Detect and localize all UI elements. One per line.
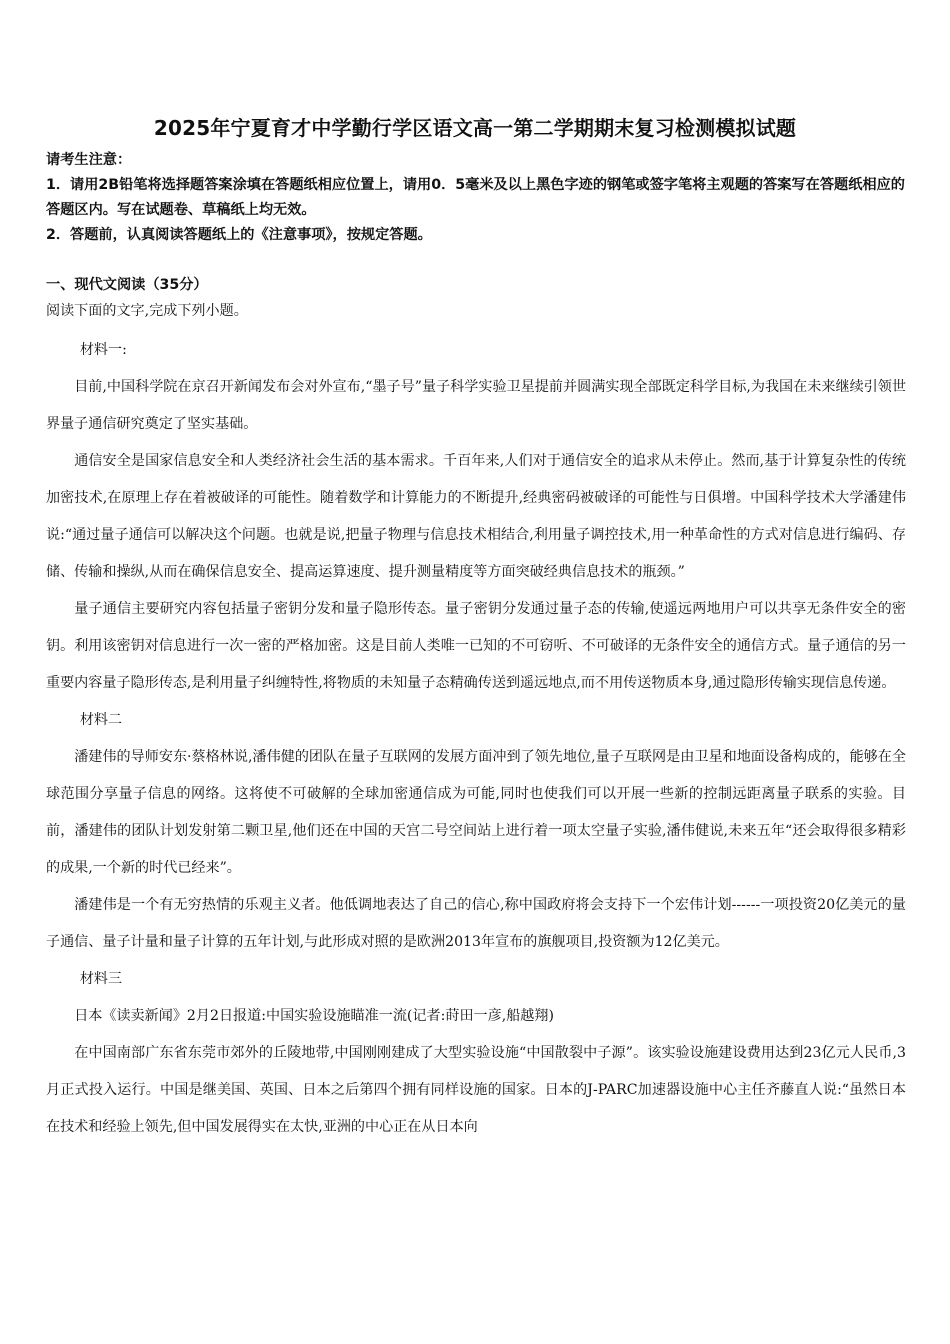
notice-item: 2．答题前，认真阅读答题纸上的《注意事项》，按规定答题。 [46,227,432,243]
paragraph: 潘建伟是一个有无穷热情的乐观主义者。他低调地表达了自己的信心,称中国政府将会支持下一个宏伟计划------一项投资20亿美元的量子通信、量子计量和量子计算的五年计划,与此形成对照的是欧洲2013年宣布的旗舰项目,投资额为12亿美元。 [46,897,906,950]
instruction-text: 阅读下面的文字,完成下列小题。 [46,303,248,319]
reading-passage [46,298,906,1146]
paragraph: 在中国南部广东省东莞市郊外的丘陵地带,中国刚刚建成了大型实验设施“中国散裂中子源”。该实验设施建设费用达到23亿元人民币,3月正式投入运行。中国是继美国、英国、日本之后第四个拥有同样设施的国家。日本的J-PARC加速器设施中心主任齐藤直人说:“虽然日本在技术和经验上领先,但中国发展得实在太快,亚洲的中心正在从日本向 [46,1045,906,1135]
paragraph: 量子通信主要研究内容包括量子密钥分发和量子隐形传态。量子密钥分发通过量子态的传输,使遥远两地用户可以共享无条件安全的密钥。利用该密钥对信息进行一次一密的严格加密。这是目前人类唯一已知的不可窃听、不可破译的无条件安全的通信方式。量子通信的另一重要内容量子隐形传态,是利用量子纠缠特性,将物质的未知量子态精确传送到遥远地点,而不用传送物质本身,通过隐形传输实现信息传递。 [46,601,906,691]
paragraph: 潘建伟的导师安东·蔡格林说,潘伟健的团队在量子互联网的发展方面冲到了领先地位,量子互联网是由卫星和地面设备构成的，能够在全球范围分享量子信息的网络。这将使不可破解的全球加密通信成为可能,同时也使我们可以开展一些新的控制远距离量子联系的实验。目前，潘建伟的团队计划发射第二颗卫星,他们还在中国的天宫二号空间站上进行着一项太空量子实验,潘伟健说,未来五年“还会取得很多精彩的成果,一个新的时代已经来”。 [46,749,906,876]
paragraph: 日本《读卖新闻》2月2日报道:中国实验设施瞄准一流(记者:莳田一彦,船越翔) [74,1008,554,1024]
section-heading: 一、现代文阅读（35分） [46,277,208,293]
material-label: 材料一: [79,342,127,358]
notice-block [46,148,906,248]
paragraph: 目前,中国科学院在京召开新闻发布会对外宣布,“墨子号”量子科学实验卫星提前并圆满实现全部既定科学目标,为我国在未来继续引领世界量子通信研究奠定了坚实基础。 [46,379,906,432]
material-label: 材料二 [79,712,123,728]
page-title: 2025年宁夏育才中学勤行学区语文高一第二学期期末复习检测模拟试题 [153,116,797,140]
notice-item: 1．请用2B铅笔将选择题答案涂填在答题纸相应位置上，请用0．5毫米及以上黑色字迹的钢笔或签字笔将主观题的答案写在答题纸相应的答题区内。写在试题卷、草稿纸上均无效。 [46,177,905,218]
material-label: 材料三 [79,971,123,987]
paragraph: 通信安全是国家信息安全和人类经济社会生活的基本需求。千百年来,人们对于通信安全的追求从未停止。然而,基于计算复杂性的传统加密技术,在原理上存在着被破译的可能性。随着数学和计算能力的不断提升,经典密码被破译的可能性与日俱增。中国科学技术大学潘建伟说:“通过量子通信可以解决这个问题。也就是说,把量子物理与信息技术相结合,利用量子调控技术,用一种革命性的方式对信息进行编码、存储、传输和操纵,从而在确保信息安全、提高运算速度、提升测量精度等方面突破经典信息技术的瓶颈。” [46,453,906,580]
notice-heading: 请考生注意： [46,152,132,168]
